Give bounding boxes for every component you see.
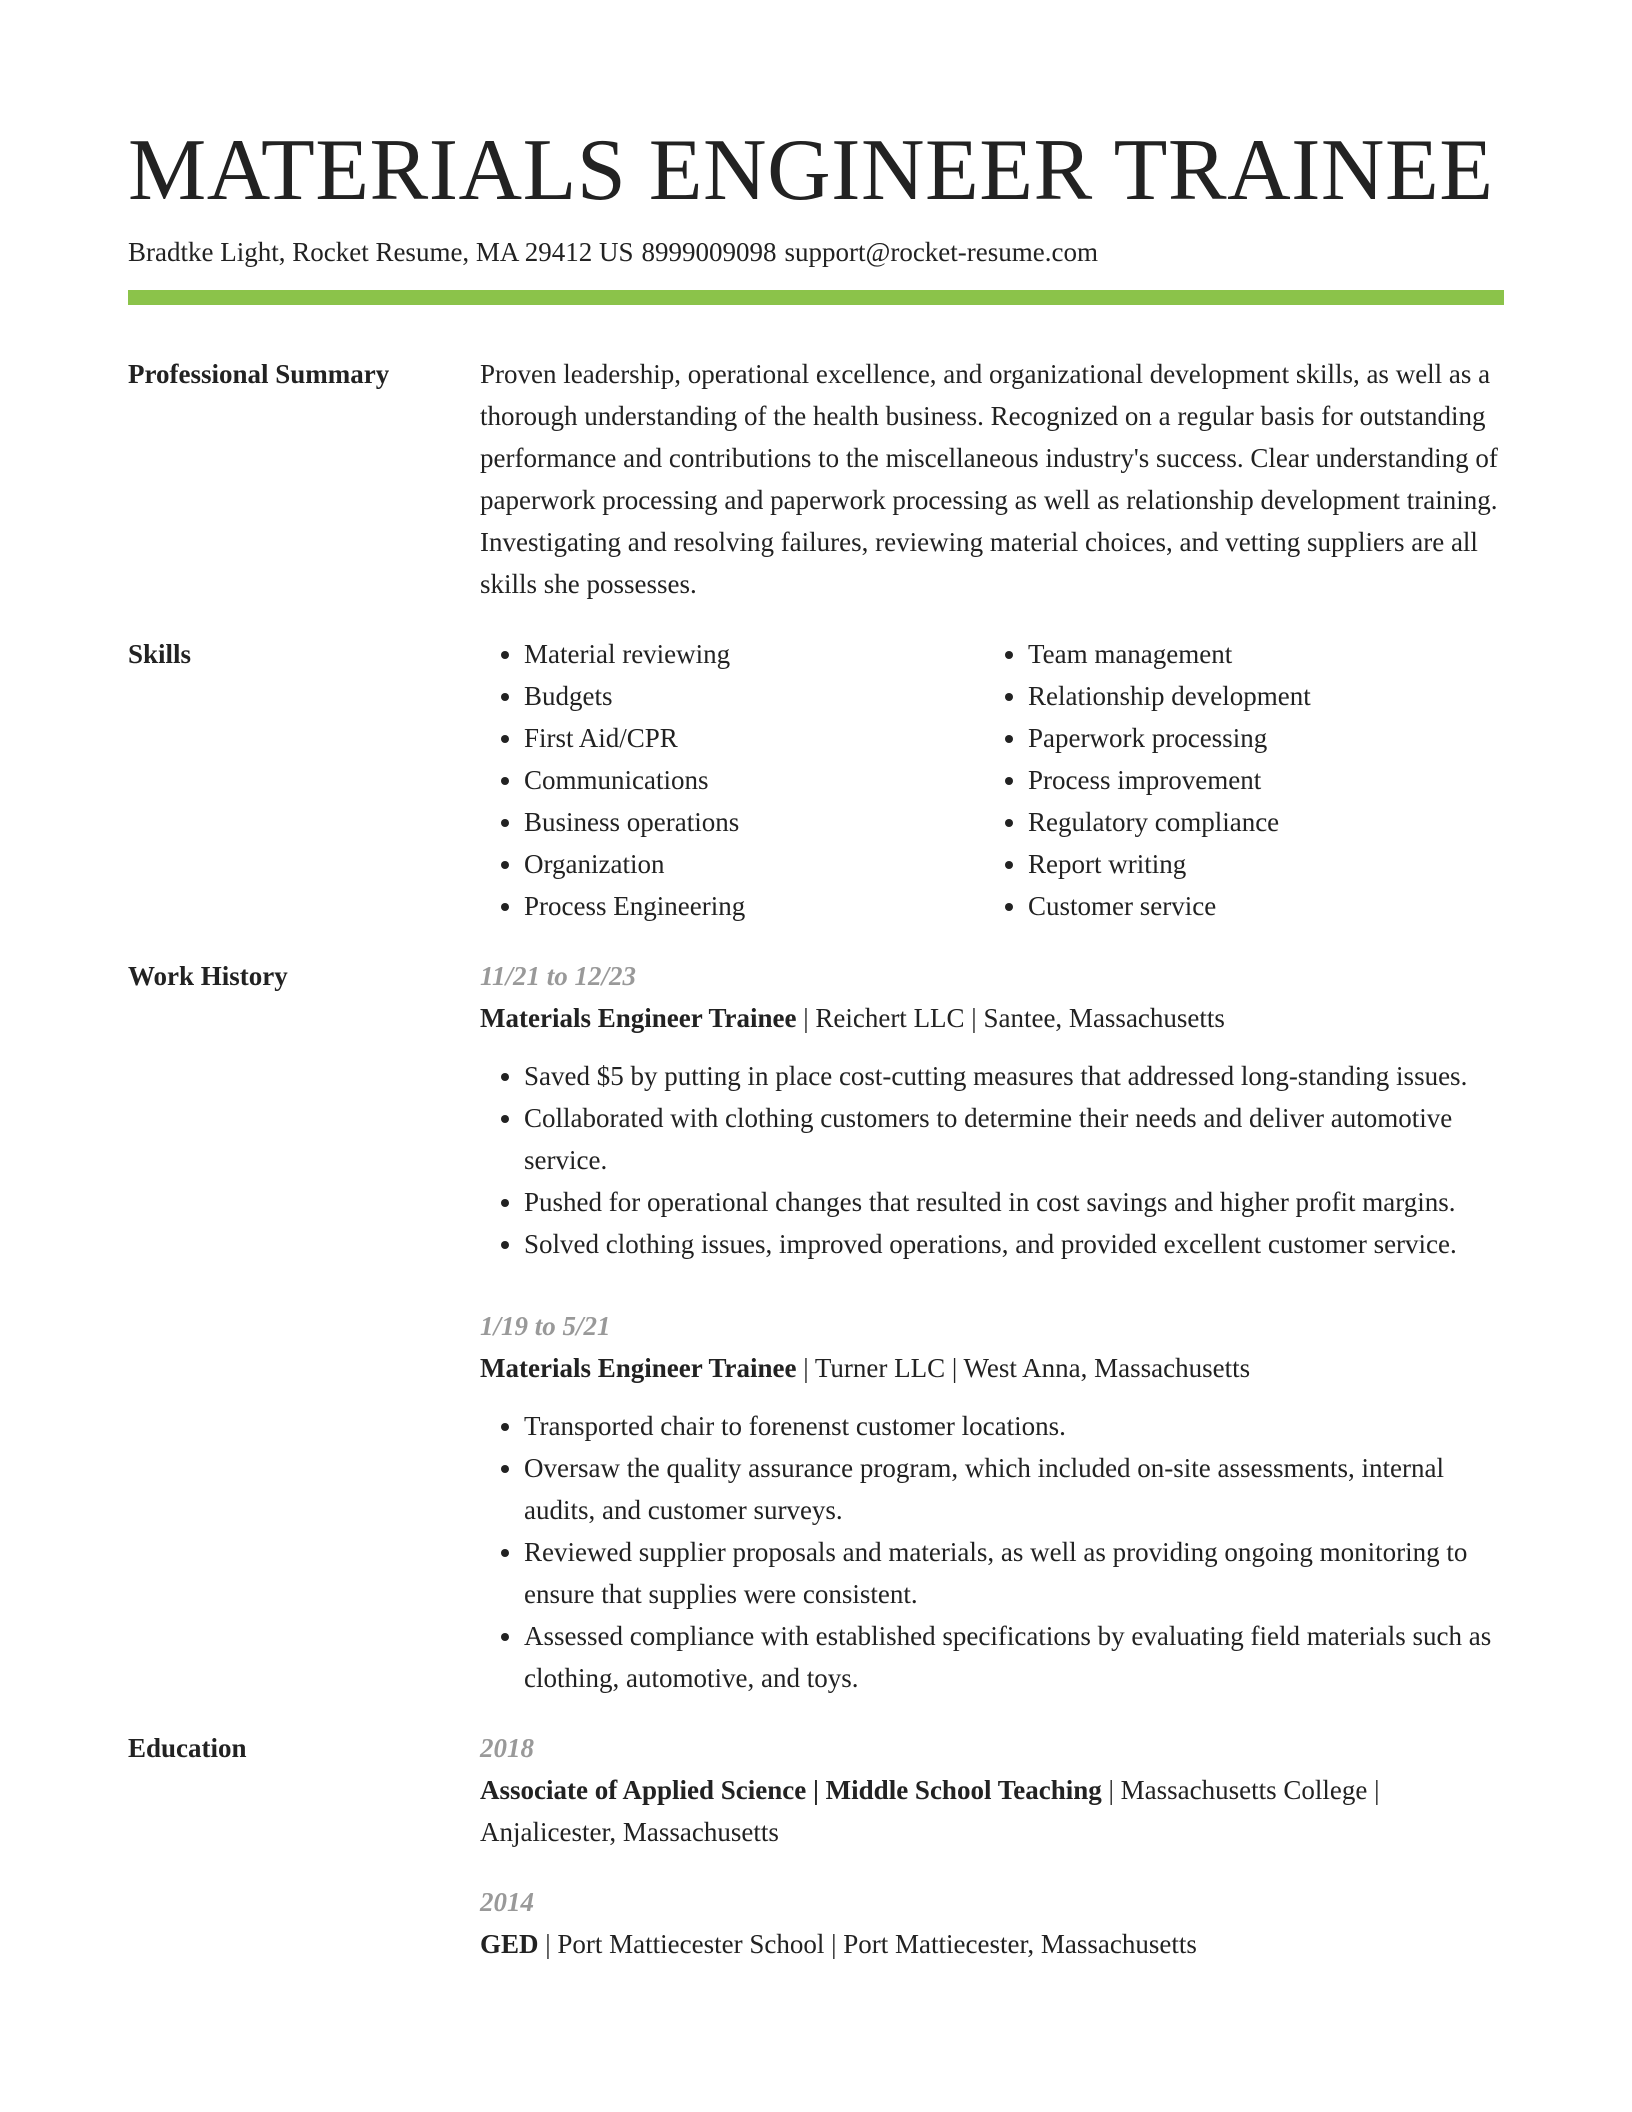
skill-item: • Business operations [524, 801, 984, 843]
skill-item: • Process Engineering [524, 885, 984, 927]
job-bullet: • Reviewed supplier proposals and materials, as well as providing ongoing monitoring to ensure that supplies were consistent. [524, 1531, 1504, 1615]
skill-item: • Customer service [1028, 885, 1488, 927]
skill-item: • Organization [524, 843, 984, 885]
job-bullets [480, 1405, 1504, 1699]
job-bullet: • Collaborated with clothing customers to determine their needs and deliver automotive service. [524, 1097, 1504, 1181]
job-entry [480, 1305, 1504, 1699]
job-header [480, 997, 1504, 1039]
job-bullet: • Pushed for operational changes that resulted in cost savings and higher profit margins. [524, 1181, 1504, 1223]
skill-item: • Paperwork processing [1028, 717, 1488, 759]
education-header [480, 1769, 1504, 1853]
job-entry [480, 955, 1504, 1265]
education-details: | Massachusetts College | Anjalicester, Massachusetts [480, 1775, 1380, 1847]
job-bullets [480, 1055, 1504, 1265]
job-bullet: • Saved $5 by putting in place cost-cutting measures that addressed long-standing issues. [524, 1055, 1504, 1097]
skill-item: • Team management [1028, 633, 1488, 675]
skill-item: • Process improvement [1028, 759, 1488, 801]
summary-section [128, 353, 1504, 605]
section-title-work: Work History [128, 961, 288, 991]
job-bullet: • Solved clothing issues, improved operations, and provided excellent customer service. [524, 1223, 1504, 1265]
skill-item: • Budgets [524, 675, 984, 717]
skills-list-right [984, 633, 1488, 927]
skill-item: • Report writing [1028, 843, 1488, 885]
skills-section [128, 633, 1504, 927]
job-header [480, 1347, 1504, 1389]
job-details: | Reichert LLC | Santee, Massachusetts [796, 1003, 1225, 1033]
education-header [480, 1923, 1504, 1965]
education-entry [480, 1727, 1504, 1853]
section-title-skills: Skills [128, 639, 192, 669]
job-bullet: • Oversaw the quality assurance program, which included on-site assessments, internal audits, and customer surveys. [524, 1447, 1504, 1531]
job-title: Materials Engineer Trainee [480, 1003, 797, 1033]
accent-divider [128, 290, 1504, 305]
job-dates: 11/21 to 12/23 [480, 961, 637, 991]
skill-item: • Material reviewing [524, 633, 984, 675]
skill-item: • Relationship development [1028, 675, 1488, 717]
education-year: 2014 [480, 1887, 534, 1917]
job-title: Materials Engineer Trainee [480, 1353, 797, 1383]
education-section [128, 1727, 1504, 1965]
skill-item: • First Aid/CPR [524, 717, 984, 759]
summary-text: Proven leadership, operational excellence, and organizational development skills, as well as a thorough understanding of the health business. Recognized on a regular basis for outstanding performance and contributions to the miscellaneous industry's success. Clear understanding of paperwork processing and paperwork processing as well as relationship development training. Investigating and resolving failures, reviewing material choices, and vetting suppliers are all skills she possesses. [480, 359, 1498, 599]
skill-item: • Regulatory compliance [1028, 801, 1488, 843]
job-bullet: • Transported chair to forenenst customer locations. [524, 1405, 1504, 1447]
job-details: | Turner LLC | West Anna, Massachusetts [796, 1353, 1251, 1383]
job-dates: 1/19 to 5/21 [480, 1311, 611, 1341]
skills-list-left [480, 633, 984, 927]
section-title-summary: Professional Summary [128, 359, 390, 389]
work-history-section [128, 955, 1504, 1699]
education-degree: GED [480, 1929, 539, 1959]
skill-item: • Communications [524, 759, 984, 801]
education-year: 2018 [480, 1733, 534, 1763]
job-bullet: • Assessed compliance with established specifications by evaluating field materials such as clothing, automotive, and toys. [524, 1615, 1504, 1699]
contact-phone: 8999009098 [641, 237, 777, 267]
education-entry [480, 1881, 1504, 1965]
education-details: | Port Mattiecester School | Port Mattiecester, Massachusetts [538, 1929, 1197, 1959]
contact-email: support@rocket-resume.com [784, 237, 1098, 267]
contact-address: Bradtke Light, Rocket Resume, MA 29412 US [128, 237, 634, 267]
education-degree: Associate of Applied Science | Middle School Teaching [480, 1775, 1102, 1805]
section-title-education: Education [128, 1733, 247, 1763]
contact-line [128, 234, 1504, 270]
resume-name: MATERIALS ENGINEER TRAINEE [128, 122, 1494, 219]
